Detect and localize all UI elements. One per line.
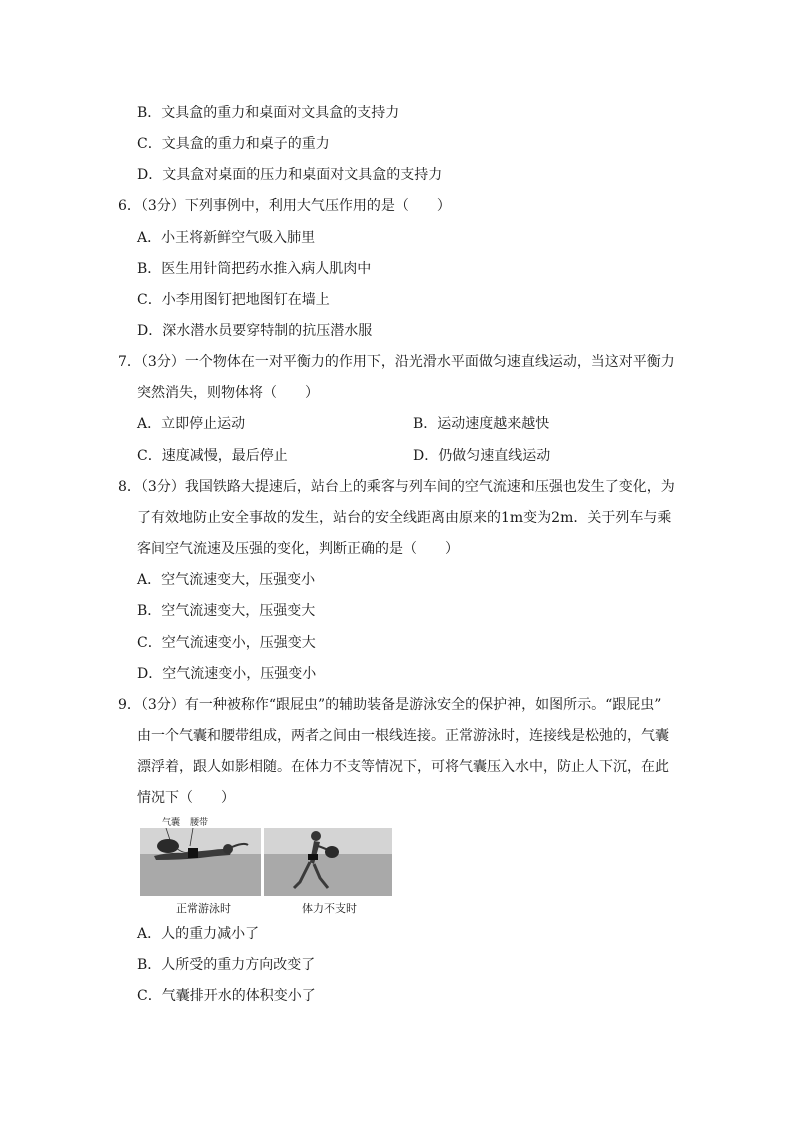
q9-stem-line-3: 漂浮着，跟人如影相随。在体力不支等情况下，可将气囊压入水中，防止人下沉，在此 (137, 759, 669, 775)
q7-stem-line-2: 突然消失，则物体将（ ） (137, 385, 319, 401)
q8-stem-line-3: 客间空气流速及压强的变化，判断正确的是（ ） (137, 541, 459, 557)
q8-option-d[interactable]: D．空气流速变小，压强变小 (137, 666, 317, 682)
figure-panel-exhausted (264, 828, 392, 896)
q5-option-c[interactable]: C．文具盒的重力和桌子的重力 (137, 136, 330, 152)
q6-option-c[interactable]: C．小李用图钉把地图钉在墙上 (137, 292, 330, 308)
q6-option-a[interactable]: A．小王将新鲜空气吸入肺里 (137, 230, 316, 246)
q8-stem-line-2: 了有效地防止安全事故的发生，站台的安全线距离由原来的1m变为2m．关于列车与乘 (137, 510, 672, 526)
q7-option-a[interactable]: A．立即停止运动 (137, 416, 246, 432)
q5-option-d[interactable]: D．文具盒对桌面的压力和桌面对文具盒的支持力 (137, 167, 443, 183)
q7-option-c[interactable]: C．速度减慢，最后停止 (137, 448, 288, 464)
swimmer-illustration (264, 828, 392, 896)
airbag-shape (325, 846, 339, 858)
q6-stem: 6．（3分）下列事例中，利用大气压作用的是（ ） (118, 198, 451, 214)
q9-stem-line-1: 9．（3分）有一种被称作“跟屁虫”的辅助装备是游泳安全的保护神，如图所示。“跟屁虫” (118, 697, 662, 713)
q5-option-b[interactable]: B．文具盒的重力和桌面对文具盒的支持力 (137, 105, 400, 121)
airbag-shape (157, 839, 179, 853)
q9-figure (140, 818, 392, 918)
figure-label-right: 体力不支时 (302, 902, 357, 915)
q8-option-a[interactable]: A．空气流速变大，压强变小 (137, 572, 316, 588)
figure-panel-normal-swimming (140, 828, 261, 896)
belt-shape (188, 848, 198, 858)
q9-option-b[interactable]: B．人所受的重力方向改变了 (137, 957, 316, 973)
q8-option-c[interactable]: C．空气流速变小，压强变大 (137, 635, 316, 651)
q9-stem-line-4: 情况下（ ） (137, 790, 235, 806)
q9-option-a[interactable]: A．人的重力减小了 (137, 926, 260, 942)
figure-tag-belt: 腰带 (190, 818, 209, 828)
q7-option-d[interactable]: D．仍做匀速直线运动 (413, 448, 551, 464)
q8-option-b[interactable]: B．空气流速变大，压强变大 (137, 603, 316, 619)
q7-stem-line-1: 7．（3分）一个物体在一对平衡力的作用下，沿光滑水平面做匀速直线运动，当这对平衡力 (118, 354, 675, 370)
q6-option-d[interactable]: D．深水潜水员要穿特制的抗压潜水服 (137, 323, 373, 339)
belt-shape (308, 854, 318, 860)
q9-stem-line-2: 由一个气囊和腰带组成，两者之间由一根线连接。正常游泳时，连接线是松弛的，气囊 (137, 728, 669, 744)
q8-stem-line-1: 8．（3分）我国铁路大提速后，站台上的乘客与列车间的空气流速和压强也发生了变化，为 (118, 479, 675, 495)
q6-option-b[interactable]: B．医生用针筒把药水推入病人肌肉中 (137, 261, 372, 277)
swimmer-illustration (140, 828, 261, 896)
q9-option-c[interactable]: C．气囊排开水的体积变小了 (137, 988, 316, 1004)
figure-label-left: 正常游泳时 (176, 902, 231, 915)
figure-tag-airbag: 气囊 (162, 818, 181, 828)
q7-option-b[interactable]: B．运动速度越来越快 (413, 416, 550, 432)
